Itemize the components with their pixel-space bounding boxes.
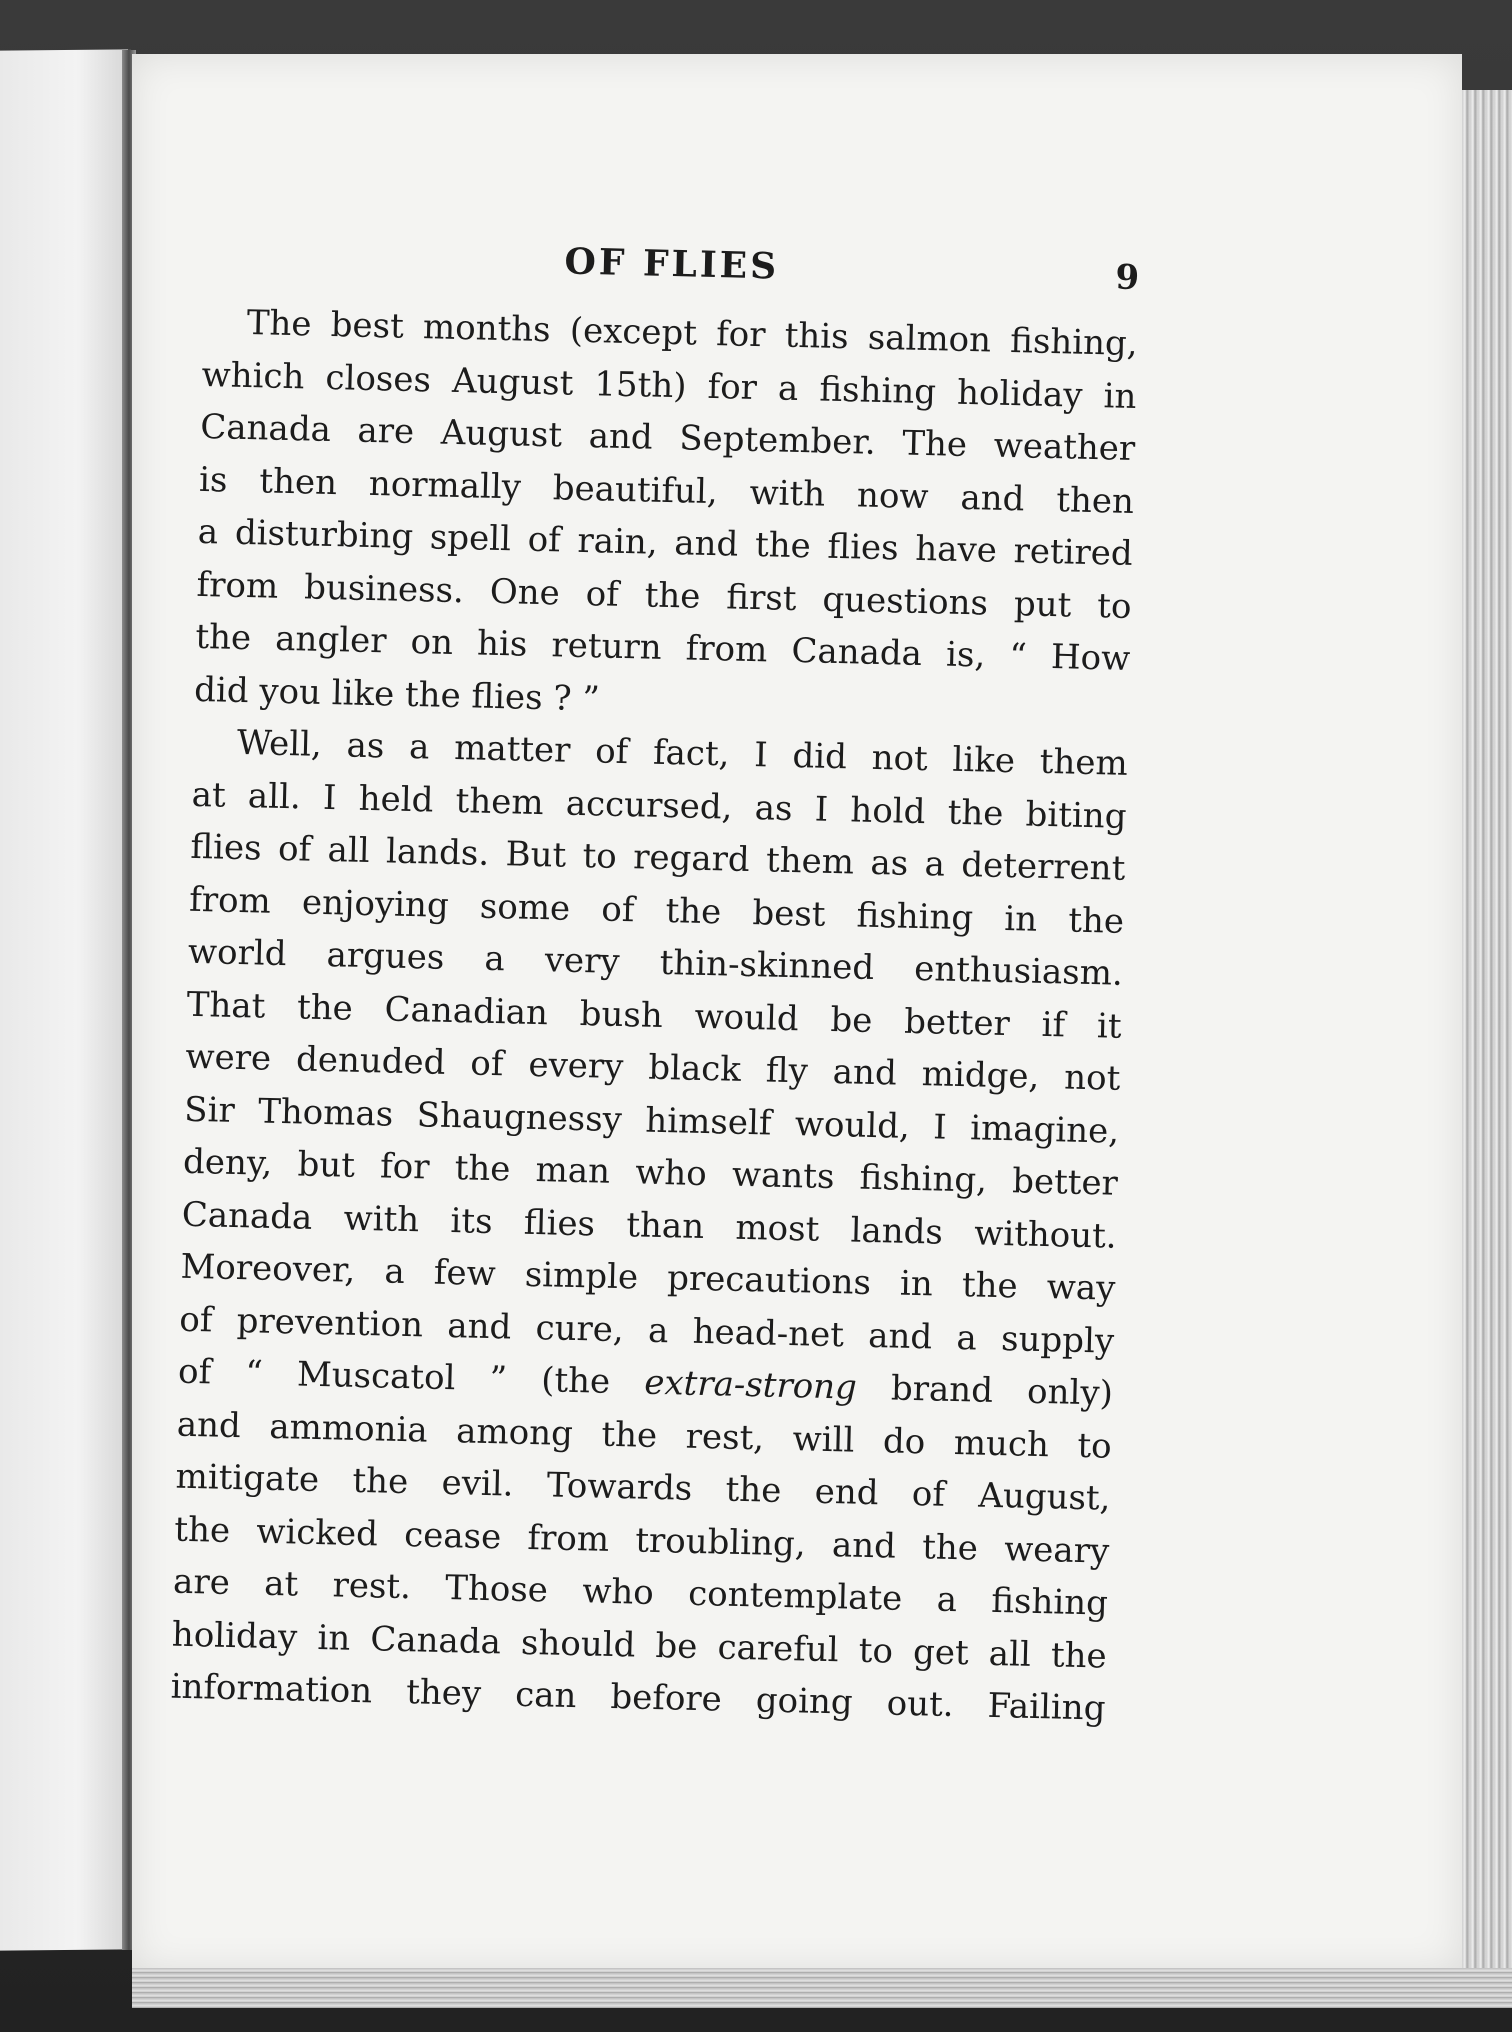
text-line: deny, but for the man who wants fishing, better	[182, 1141, 1119, 1204]
text-line: did you like the flies ? ”	[193, 669, 601, 719]
running-head-title: OF FLIES	[564, 240, 780, 288]
text-line: That the Canadian bush would be better if it	[186, 984, 1123, 1047]
text-line: were denuded of every black fly and midge, not	[185, 1036, 1121, 1099]
italic-text: extra-strong	[643, 1362, 858, 1408]
page-bottom-edges	[132, 1968, 1512, 2008]
facing-page	[0, 49, 131, 1950]
text-line: Well, as a matter of fact, I did not like them	[236, 722, 1129, 784]
page-number: 9	[1115, 257, 1140, 299]
page-text	[170, 232, 1140, 1735]
paragraph-1	[194, 296, 1139, 738]
text-line: world argues a very thin-skinned enthusiasm.	[187, 931, 1124, 994]
text-line: and ammonia among the rest, will do much to	[176, 1404, 1113, 1467]
text-line: at all. I held them accursed, as I hold the biting	[191, 774, 1127, 837]
text-line: Moreover, a few simple precautions in the way	[180, 1246, 1116, 1309]
text-line: from business. One of the first questions put to	[196, 564, 1132, 627]
text-line: holiday in Canada should be careful to get all the	[171, 1614, 1108, 1677]
text-line: information they can before going out. Failing	[170, 1666, 1106, 1729]
text-line: from enjoying some of the best fishing in the	[188, 879, 1125, 942]
text-line: a disturbing spell of rain, and the flies have retired	[197, 511, 1134, 574]
page-edges	[1462, 90, 1512, 2000]
text-run: of “ Muscatol ” (the	[177, 1351, 611, 1402]
text-line: of prevention and cure, a head-net and a supply	[178, 1299, 1115, 1362]
text-line: the angler on his return from Canada is, “ How	[194, 616, 1131, 679]
text-line: The best months (except for this salmon fishing,	[246, 303, 1139, 364]
text-line: Sir Thomas Shaugnessy himself would, I imagine,	[183, 1089, 1120, 1152]
text-line: flies of all lands. But to regard them as a deterrent	[190, 826, 1126, 889]
text-line: Canada with its flies than most lands without.	[181, 1194, 1118, 1257]
text-line: is then normally beautiful, with now and then	[198, 459, 1135, 522]
text-line: the wicked cease from troubling, and the weary	[173, 1509, 1110, 1572]
text-line: are at rest. Those who contemplate a fishing	[172, 1561, 1109, 1624]
text-line: mitigate the evil. Towards the end of August,	[175, 1456, 1111, 1519]
text-line: Canada are August and September. The weather	[199, 406, 1136, 469]
text-line: which closes August 15th) for a fishing holiday in	[201, 354, 1137, 417]
text-run: brand only)	[890, 1368, 1114, 1414]
paragraph-2	[170, 716, 1128, 1735]
